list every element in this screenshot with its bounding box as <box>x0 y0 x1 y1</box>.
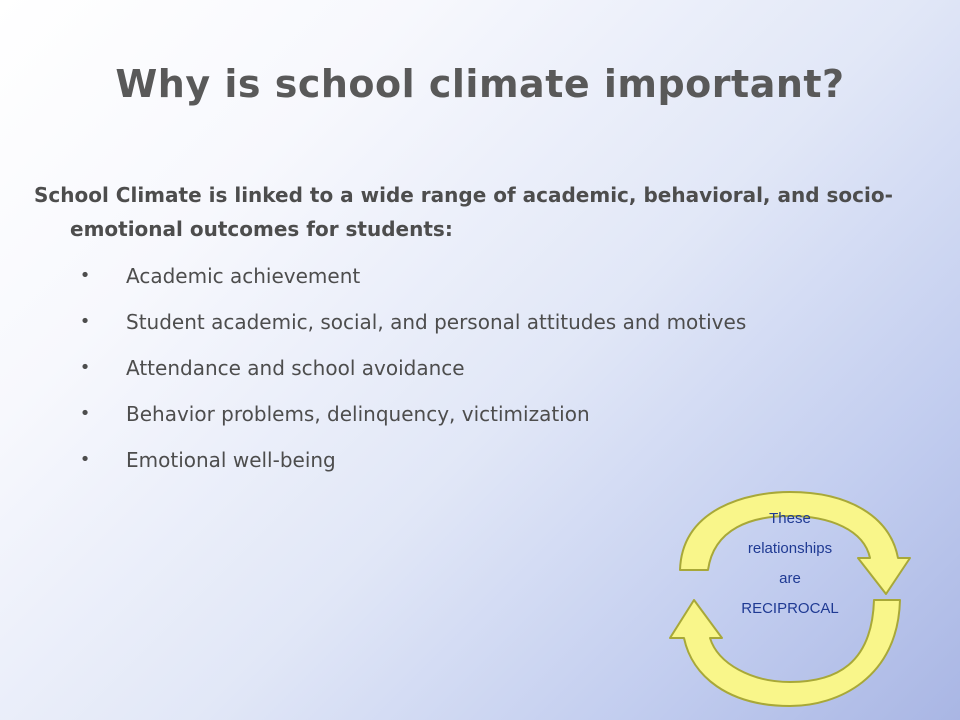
list-item-text: Attendance and school avoidance <box>126 356 465 380</box>
list-item <box>78 396 938 442</box>
bullet-icon: • <box>79 357 91 378</box>
list-item <box>78 350 938 396</box>
cycle-line: These <box>769 510 811 527</box>
cycle-caption <box>668 504 912 624</box>
bullet-icon: • <box>79 265 91 286</box>
cycle-line: are <box>779 570 801 587</box>
cycle-line: relationships <box>747 540 833 557</box>
intro-text: School Climate is linked to a wide range of academic, behavioral, and socio-emotional outcomes for students: <box>34 183 893 241</box>
list-item <box>78 258 938 304</box>
outcome-list <box>78 258 938 488</box>
list-item-text: Behavior problems, delinquency, victimization <box>126 402 590 426</box>
list-item-text: Student academic, social, and personal attitudes and motives <box>126 310 747 334</box>
bullet-icon: • <box>79 449 91 470</box>
list-item-text: Academic achievement <box>126 264 361 288</box>
bullet-icon: • <box>79 403 91 424</box>
slide-title: Why is school climate important? <box>115 62 845 106</box>
cycle-line: RECIPROCAL <box>741 600 839 617</box>
list-item-text: Emotional well-being <box>126 448 336 472</box>
bullet-icon: • <box>79 311 91 332</box>
list-item <box>78 304 938 350</box>
list-item <box>78 442 938 488</box>
